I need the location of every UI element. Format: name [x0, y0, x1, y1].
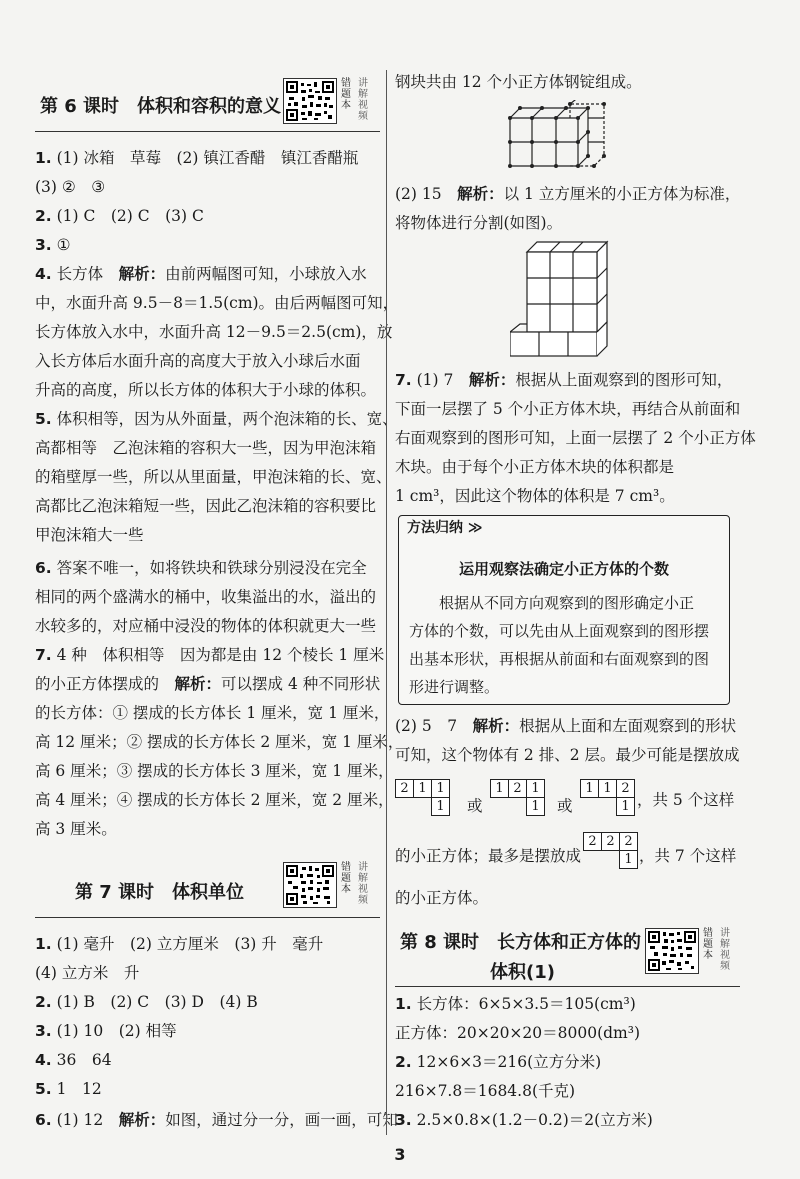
answer-text: 正方体：20×20×20＝8000(dm³)	[395, 1024, 641, 1042]
qr-icon	[284, 79, 336, 123]
grid-cell: 2	[508, 779, 527, 798]
method-line: 方体的个数，可以先由从上面观察到的图形摆	[409, 622, 710, 640]
answer-text: 如图，通过分一分，画一画，可知	[165, 1111, 398, 1129]
or-text: 或	[467, 797, 483, 815]
answer-text: 长方体：6×5×3.5＝105(cm³)	[416, 995, 636, 1013]
method-heading: 运用观察法确定小正方体的个数	[458, 560, 669, 578]
column-divider	[386, 70, 387, 1135]
answer-line	[35, 1021, 177, 1041]
answer-text: 体积相等，因为从外面量，两个泡沫箱的长、宽、	[56, 410, 398, 428]
q-number: 1.	[395, 995, 412, 1013]
answer-text: (3) ② ③	[35, 178, 106, 196]
answer-line	[395, 846, 581, 866]
answer-text: 的箱壁厚一些，所以从里面量，甲泡沫箱的长、宽、	[35, 468, 392, 486]
answer-text: 升高的高度，所以长方体的体积大于小球的体积。	[35, 381, 377, 399]
answer-line	[35, 467, 392, 487]
q-number: 4.	[35, 265, 52, 283]
answer-text: 高 3 厘米。	[35, 820, 117, 838]
lesson6-divider	[35, 131, 380, 132]
qr-tag-lesson7	[338, 862, 354, 895]
answer-text: (1) 冰箱 草莓 (2) 镇江香醋 镇江香醋瓶	[56, 149, 359, 167]
method-tag	[399, 515, 491, 539]
answer-line	[35, 761, 394, 781]
q-number: 7.	[35, 646, 52, 664]
answer-text: 的小正方体；最多是摆放成	[395, 847, 582, 865]
grid-cell: 2	[616, 779, 635, 798]
answer-line	[35, 177, 105, 197]
grid-cell: 2	[395, 779, 414, 798]
answer-text: (4) 立方米 升	[35, 964, 140, 982]
answer-line	[395, 428, 756, 448]
q-number: 7.	[395, 371, 412, 389]
grid-cell: 1	[598, 779, 617, 798]
qr-label-text: 讲解视频	[358, 862, 368, 906]
answer-line	[35, 206, 204, 226]
answer-line	[395, 457, 674, 477]
answer-text: 高都比乙泡沫箱短一些，因此乙泡沫箱的容积要比	[35, 497, 377, 515]
qr-tag-text: 错题本	[341, 78, 351, 111]
answer-text: 中，水面升高 9.5－8＝1.5(cm)。由后两幅图可知，	[35, 294, 399, 312]
q-number: 6.	[35, 559, 52, 577]
answer-text: 1 cm³，因此这个物体的体积是 7 cm³。	[395, 487, 675, 505]
q-number: 3.	[395, 1111, 412, 1129]
answer-text: 右面观察到的图形可知，上面一层摆了 2 个小正方体	[395, 429, 756, 447]
answer-line	[35, 703, 389, 723]
answer-text: (1) C (2) C (3) C	[56, 207, 204, 225]
answer-line	[35, 496, 376, 516]
answer-line	[35, 645, 384, 665]
qr-label-text: 讲解视频	[720, 928, 730, 972]
analysis-label: 解析：	[174, 675, 222, 693]
lesson7-divider	[35, 917, 380, 918]
answer-line	[35, 235, 71, 255]
q-number: 3.	[35, 1022, 52, 1040]
grid-cell: 2	[619, 832, 638, 851]
qr-code-lesson6[interactable]	[283, 78, 337, 124]
answer-line	[35, 380, 376, 400]
answer-text: (2) 5 7	[395, 717, 473, 735]
answer-text: ，共 5 个这样	[637, 791, 735, 809]
analysis-label: 解析：	[118, 265, 166, 283]
or-text: 或	[557, 797, 573, 815]
qr-label-lesson6	[355, 78, 371, 122]
grid-cell: 1	[616, 797, 635, 816]
answer-line	[35, 409, 398, 429]
q-number: 2.	[35, 207, 52, 225]
answer-text: (1) B (2) C (3) D (4) B	[56, 993, 258, 1011]
answer-line	[35, 438, 376, 458]
answer-text: (1) 12	[56, 1111, 119, 1129]
answer-line	[395, 1110, 653, 1130]
q-number: 1.	[35, 935, 52, 953]
grid-cell: 1	[431, 779, 450, 798]
grid-cell: 1	[526, 797, 545, 816]
answer-line	[35, 264, 367, 284]
answer-text: 可知，这个物体有 2 排、2 层。最少可能是摆放成	[395, 746, 740, 764]
answer-line	[35, 1050, 112, 1070]
q-number: 6.	[35, 1111, 52, 1129]
answer-line	[35, 558, 367, 578]
qr-tag-lesson6	[338, 78, 354, 111]
method-line: 出基本形状，再根据从前面和右面观察到的图	[409, 650, 710, 668]
answer-line	[35, 587, 376, 607]
qr-tag-text: 错题本	[703, 928, 713, 961]
answer-line	[395, 370, 732, 390]
answer-line	[395, 1081, 575, 1101]
answer-text: 的长方体：① 摆成的长方体长 1 厘米，宽 1 厘米，	[35, 704, 390, 722]
answer-line	[35, 992, 258, 1012]
answer-text: (2) 15	[395, 185, 458, 203]
answer-line	[395, 184, 740, 204]
q-number: 2.	[35, 993, 52, 1011]
answer-text: 将物体进行分割(如图)。	[395, 214, 563, 232]
answer-line	[395, 1023, 640, 1043]
steel-block-figure	[500, 100, 620, 172]
qr-tag-lesson8	[700, 928, 716, 961]
answer-line	[395, 1052, 601, 1072]
answer-text: 36 64	[56, 1051, 112, 1069]
answer-text: 高 4 厘米；④ 摆成的长方体长 2 厘米，宽 2 厘米，	[35, 791, 394, 809]
q-number: 5.	[35, 1080, 52, 1098]
answer-text: ，共 7 个这样	[639, 847, 737, 865]
answer-text: 的小正方体。	[395, 889, 489, 907]
answer-line	[35, 674, 380, 694]
answer-line	[395, 399, 740, 419]
method-tag-text: 方法归纳	[407, 520, 463, 536]
answer-text: 的小正方体摆成的	[35, 675, 175, 693]
answer-text: 水较多的，对应桶中浸没的物体的体积就更大一些	[35, 617, 377, 635]
grid-cell: 1	[580, 779, 599, 798]
grid-cell: 2	[583, 832, 602, 851]
answer-text: 1 12	[56, 1080, 102, 1098]
answer-text: 甲泡沫箱大一些	[35, 526, 144, 544]
grid-cell: 1	[413, 779, 432, 798]
answer-line	[35, 1110, 398, 1130]
answer-text: 长方体	[56, 265, 119, 283]
analysis-label: 解析：	[468, 371, 516, 389]
answer-text: 4 种 体积相等 因为都是由 12 个棱长 1 厘米	[56, 646, 385, 664]
q-number: 5.	[35, 410, 52, 428]
answer-text: 钢块共由 12 个小正方体钢锭组成。	[395, 73, 642, 91]
answer-text: 答案不唯一，如将铁块和铁球分别浸没在完全	[56, 559, 367, 577]
page-number: 3	[394, 1145, 406, 1164]
analysis-label: 解析：	[457, 185, 504, 203]
answer-text: 相同的两个盛满水的桶中，收集溢出的水，溢出的	[35, 588, 377, 606]
answer-line	[35, 293, 398, 313]
answer-text: 以 1 立方厘米的小正方体为标准，	[503, 185, 741, 203]
answer-line	[35, 1079, 102, 1099]
answer-text: (1) 10 (2) 相等	[56, 1022, 177, 1040]
q-number: 3.	[35, 236, 52, 254]
qr-icon	[646, 929, 698, 973]
answer-line	[395, 745, 740, 765]
analysis-label: 解析：	[118, 1111, 166, 1129]
qr-icon	[284, 863, 336, 907]
method-summary-box	[398, 515, 730, 705]
grid-cell: 1	[526, 779, 545, 798]
answer-line	[395, 72, 642, 92]
answer-text: ①	[56, 236, 71, 254]
answer-text: 根据从上面观察到的图形可知，	[515, 371, 733, 389]
lesson8-divider	[395, 986, 740, 987]
answer-text: 由前两幅图可知，小球放入水	[165, 265, 367, 283]
answer-line	[35, 148, 358, 168]
lesson8-title-1: 第 8 课时 长方体和正方体的	[400, 932, 642, 953]
answer-text: 2.5×0.8×(1.2－0.2)＝2(立方米)	[416, 1111, 653, 1129]
answer-line	[35, 322, 392, 342]
answer-line	[35, 819, 117, 839]
answer-text: 高 6 厘米；③ 摆成的长方体长 3 厘米，宽 1 厘米，	[35, 762, 394, 780]
grid-cell: 1	[619, 850, 638, 869]
analysis-label: 解析：	[472, 717, 520, 735]
answer-line	[35, 732, 403, 752]
answer-text: 可以摆成 4 种不同形状	[221, 675, 381, 693]
answer-line	[395, 888, 488, 908]
answer-line	[35, 525, 144, 545]
answer-text: 入长方体后水面升高的高度大于放入小球后水面	[35, 352, 361, 370]
lesson7-title: 第 7 课时 体积单位	[75, 882, 245, 903]
answer-line	[35, 616, 376, 636]
answer-line	[395, 486, 675, 506]
answer-text: 高都相等 乙泡沫箱的容积大一些，因为甲泡沫箱	[35, 439, 377, 457]
answer-text: 12×6×3＝216(立方分米)	[416, 1053, 602, 1071]
qr-code-lesson7[interactable]	[283, 862, 337, 908]
lesson8-title-2: 体积(1)	[490, 962, 555, 983]
answer-line	[35, 790, 394, 810]
q-number: 1.	[35, 149, 52, 167]
cube-split-figure	[510, 240, 620, 358]
answer-line	[395, 716, 736, 736]
q-number: 2.	[395, 1053, 412, 1071]
answer-text: 根据从上面和左面观察到的形状	[519, 717, 737, 735]
answer-line	[395, 213, 562, 233]
qr-label-text: 讲解视频	[358, 78, 368, 122]
qr-label-lesson8	[717, 928, 733, 972]
lesson6-title: 第 6 课时 体积和容积的意义	[40, 96, 282, 117]
answer-line	[35, 934, 323, 954]
answer-text: 木块。由于每个小正方体木块的体积都是	[395, 458, 675, 476]
double-chevron-icon: ≫	[467, 520, 483, 536]
grid-cell: 1	[431, 797, 450, 816]
answer-line	[35, 351, 361, 371]
answer-text: 下面一层摆了 5 个小正方体木块，再结合从前面和	[395, 400, 741, 418]
grid-cell: 2	[601, 832, 620, 851]
answer-text: (1) 7	[416, 371, 469, 389]
answer-text: 长方体放入水中，水面升高 12－9.5＝2.5(cm)，放	[35, 323, 393, 341]
qr-code-lesson8[interactable]	[645, 928, 699, 974]
qr-tag-text: 错题本	[341, 862, 351, 895]
answer-text: (1) 毫升 (2) 立方厘米 (3) 升 毫升	[56, 935, 324, 953]
q-number: 4.	[35, 1051, 52, 1069]
answer-text: 高 12 厘米；② 摆成的长方体长 2 厘米，宽 1 厘米，	[35, 733, 404, 751]
answer-text: 216×7.8＝1684.8(千克)	[395, 1082, 576, 1100]
method-line: 形进行调整。	[409, 678, 500, 696]
grid-cell: 1	[490, 779, 509, 798]
answer-line	[395, 994, 636, 1014]
method-line: 根据从不同方向观察到的图形确定小正	[409, 594, 695, 612]
qr-label-lesson7	[355, 862, 371, 906]
answer-line	[35, 963, 139, 983]
